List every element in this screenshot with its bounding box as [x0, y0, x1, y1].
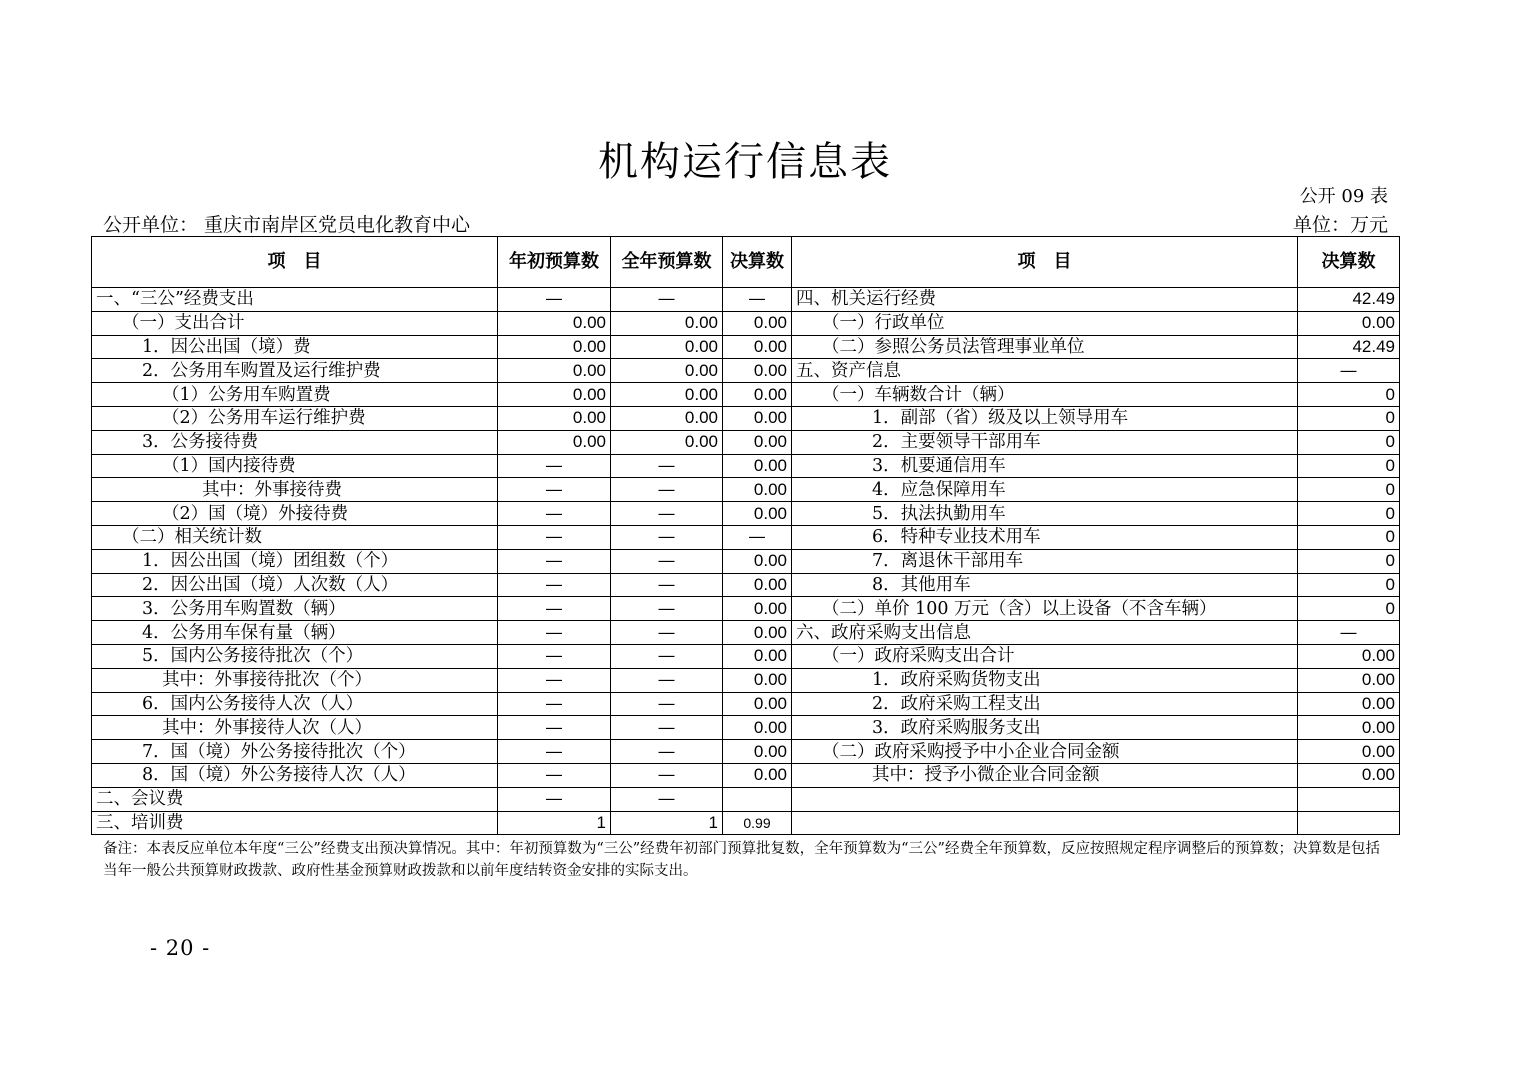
info-table — [91, 236, 1400, 835]
table-row — [92, 383, 1400, 407]
table-row — [92, 787, 1400, 811]
right-row-label: 2．政府采购工程支出 — [792, 692, 1298, 716]
reporting-unit: 公开单位： 重庆市南岸区党员电化教育中心 — [103, 214, 471, 236]
final-value: 0.00 — [723, 335, 792, 359]
row-label: （1）国内接待费 — [92, 454, 498, 478]
full-budget-value: 0.00 — [611, 335, 723, 359]
initial-budget-value: 0.00 — [498, 359, 611, 383]
table-row — [92, 430, 1400, 454]
final-value: — — [723, 525, 792, 549]
right-row-label: 1．政府采购货物支出 — [792, 668, 1298, 692]
initial-budget-value: — — [498, 454, 611, 478]
final-value: 0.00 — [723, 454, 792, 478]
table-row — [92, 716, 1400, 740]
right-row-label: 8．其他用车 — [792, 573, 1298, 597]
initial-budget-value: — — [498, 621, 611, 645]
full-budget-value: — — [611, 525, 723, 549]
table-row — [92, 549, 1400, 573]
row-label: 二、会议费 — [92, 787, 498, 811]
initial-budget-value: — — [498, 573, 611, 597]
final-value — [723, 787, 792, 811]
row-label: 7．国（境）外公务接待批次（个） — [92, 740, 498, 764]
header-final-right: 决算数 — [1298, 237, 1400, 288]
table-row — [92, 573, 1400, 597]
final-value: 0.99 — [723, 811, 792, 835]
right-row-label — [792, 787, 1298, 811]
full-budget-value: — — [611, 597, 723, 621]
final-value: 0.00 — [723, 597, 792, 621]
full-budget-value: 0.00 — [611, 430, 723, 454]
right-final-value — [1298, 811, 1400, 835]
row-label: 一、“三公”经费支出 — [92, 288, 498, 312]
right-row-label: 3．机要通信用车 — [792, 454, 1298, 478]
full-budget-value: — — [611, 621, 723, 645]
row-label: 2．公务用车购置及运行维护费 — [92, 359, 498, 383]
full-budget-value: — — [611, 787, 723, 811]
right-row-label: 其中：授予小微企业合同金额 — [792, 763, 1298, 787]
initial-budget-value: 1 — [498, 811, 611, 835]
table-row — [92, 525, 1400, 549]
full-budget-value: — — [611, 740, 723, 764]
initial-budget-value: — — [498, 668, 611, 692]
right-final-value: 0.00 — [1298, 740, 1400, 764]
full-budget-value: — — [611, 644, 723, 668]
table-row — [92, 668, 1400, 692]
full-budget-value: — — [611, 716, 723, 740]
initial-budget-value: — — [498, 288, 611, 312]
final-value: 0.00 — [723, 621, 792, 645]
full-budget-value: — — [611, 549, 723, 573]
right-row-label: 4．应急保障用车 — [792, 478, 1298, 502]
table-row — [92, 478, 1400, 502]
full-budget-value: 0.00 — [611, 359, 723, 383]
right-final-value: 0 — [1298, 430, 1400, 454]
right-row-label: （一）车辆数合计（辆） — [792, 383, 1298, 407]
full-budget-value: — — [611, 573, 723, 597]
right-final-value: 0.00 — [1298, 716, 1400, 740]
table-row — [92, 692, 1400, 716]
table-row — [92, 502, 1400, 526]
initial-budget-value: 0.00 — [498, 430, 611, 454]
full-budget-value: — — [611, 454, 723, 478]
right-final-value: 0.00 — [1298, 668, 1400, 692]
right-row-label: （二）政府采购授予中小企业合同金额 — [792, 740, 1298, 764]
initial-budget-value: — — [498, 502, 611, 526]
row-label: 其中：外事接待费 — [92, 478, 498, 502]
row-label: （2）国（境）外接待费 — [92, 502, 498, 526]
final-value: 0.00 — [723, 383, 792, 407]
row-label: 1．因公出国（境）团组数（个） — [92, 549, 498, 573]
row-label: （1）公务用车购置费 — [92, 383, 498, 407]
final-value: 0.00 — [723, 692, 792, 716]
right-row-label: 6．特种专业技术用车 — [792, 525, 1298, 549]
row-label: 4．公务用车保有量（辆） — [92, 621, 498, 645]
full-budget-value: 0.00 — [611, 383, 723, 407]
right-row-label: （二）参照公务员法管理事业单位 — [792, 335, 1298, 359]
form-number: 公开 09 表 — [1299, 186, 1388, 207]
right-final-value — [1298, 787, 1400, 811]
final-value: 0.00 — [723, 311, 792, 335]
row-label: （2）公务用车运行维护费 — [92, 406, 498, 430]
table-row — [92, 621, 1400, 645]
header-item: 项 目 — [92, 237, 498, 288]
row-label: 其中：外事接待批次（个） — [92, 668, 498, 692]
table-row — [92, 811, 1400, 835]
row-label: （一）支出合计 — [92, 311, 498, 335]
right-row-label: 3．政府采购服务支出 — [792, 716, 1298, 740]
right-final-value: 0 — [1298, 525, 1400, 549]
full-budget-value: — — [611, 478, 723, 502]
final-value: 0.00 — [723, 763, 792, 787]
table-row — [92, 359, 1400, 383]
initial-budget-value: — — [498, 716, 611, 740]
row-label: 其中：外事接待人次（人） — [92, 716, 498, 740]
right-final-value: 0 — [1298, 502, 1400, 526]
final-value: 0.00 — [723, 573, 792, 597]
right-row-label: 2．主要领导干部用车 — [792, 430, 1298, 454]
right-final-value: 0.00 — [1298, 763, 1400, 787]
full-budget-value: — — [611, 502, 723, 526]
right-final-value: 0 — [1298, 454, 1400, 478]
right-row-label: 五、资产信息 — [792, 359, 1298, 383]
right-final-value: 0.00 — [1298, 692, 1400, 716]
initial-budget-value: 0.00 — [498, 383, 611, 407]
initial-budget-value: — — [498, 525, 611, 549]
header-item-right: 项 目 — [792, 237, 1298, 288]
right-row-label: 1．副部（省）级及以上领导用车 — [792, 406, 1298, 430]
footnote: 备注：本表反应单位本年度“三公”经费支出预决算情况。其中：年初预算数为“三公”经费年初部门预算批复数，全年预算数为“三公”经费全年预算数，反应按照规定程序调整后的预算数；决算数是包括当年一般公共预算财政拨款、政府性基金预算财政拨款和以前年度结转资金安排的实际支出。 — [103, 841, 1380, 879]
full-budget-value: 1 — [611, 811, 723, 835]
final-value: 0.00 — [723, 502, 792, 526]
right-final-value: 0 — [1298, 597, 1400, 621]
right-row-label: 六、政府采购支出信息 — [792, 621, 1298, 645]
initial-budget-value: — — [498, 644, 611, 668]
initial-budget-value: — — [498, 787, 611, 811]
final-value: 0.00 — [723, 740, 792, 764]
page-title: 机构运行信息表 — [598, 139, 892, 185]
final-value: — — [723, 288, 792, 312]
table-row — [92, 288, 1400, 312]
table-row — [92, 311, 1400, 335]
table-row — [92, 740, 1400, 764]
initial-budget-value: 0.00 — [498, 335, 611, 359]
header-full-budget: 全年预算数 — [611, 237, 723, 288]
right-final-value: 42.49 — [1298, 335, 1400, 359]
right-final-value: 0 — [1298, 383, 1400, 407]
table-row — [92, 335, 1400, 359]
table-row — [92, 597, 1400, 621]
row-label: 6．国内公务接待人次（人） — [92, 692, 498, 716]
full-budget-value: — — [611, 692, 723, 716]
initial-budget-value: — — [498, 478, 611, 502]
right-final-value: — — [1298, 621, 1400, 645]
final-value: 0.00 — [723, 430, 792, 454]
full-budget-value: 0.00 — [611, 406, 723, 430]
initial-budget-value: 0.00 — [498, 406, 611, 430]
final-value: 0.00 — [723, 549, 792, 573]
full-budget-value: 0.00 — [611, 311, 723, 335]
final-value: 0.00 — [723, 478, 792, 502]
right-final-value: 0.00 — [1298, 311, 1400, 335]
final-value: 0.00 — [723, 406, 792, 430]
currency-unit: 单位：万元 — [1292, 214, 1388, 236]
row-label: 8．国（境）外公务接待人次（人） — [92, 763, 498, 787]
table-row — [92, 763, 1400, 787]
right-row-label: 7．离退休干部用车 — [792, 549, 1298, 573]
table-row — [92, 644, 1400, 668]
right-final-value: 0 — [1298, 573, 1400, 597]
initial-budget-value: — — [498, 763, 611, 787]
row-label: 5．国内公务接待批次（个） — [92, 644, 498, 668]
final-value: 0.00 — [723, 716, 792, 740]
final-value: 0.00 — [723, 644, 792, 668]
table-header-row — [92, 237, 1400, 288]
full-budget-value: — — [611, 288, 723, 312]
right-row-label: （二）单价 100 万元（含）以上设备（不含车辆） — [792, 597, 1298, 621]
table-row — [92, 406, 1400, 430]
full-budget-value: — — [611, 763, 723, 787]
row-label: 2．因公出国（境）人次数（人） — [92, 573, 498, 597]
right-final-value: 0 — [1298, 406, 1400, 430]
right-row-label: （一）政府采购支出合计 — [792, 644, 1298, 668]
right-row-label: 四、机关运行经费 — [792, 288, 1298, 312]
header-initial-budget: 年初预算数 — [498, 237, 611, 288]
row-label: 3．公务用车购置数（辆） — [92, 597, 498, 621]
right-final-value: 0 — [1298, 549, 1400, 573]
initial-budget-value: — — [498, 549, 611, 573]
page-number: - 20 - — [150, 936, 211, 960]
right-final-value: 0.00 — [1298, 644, 1400, 668]
right-final-value: 42.49 — [1298, 288, 1400, 312]
final-value: 0.00 — [723, 668, 792, 692]
initial-budget-value: 0.00 — [498, 311, 611, 335]
right-final-value: — — [1298, 359, 1400, 383]
right-row-label: （一）行政单位 — [792, 311, 1298, 335]
initial-budget-value: — — [498, 597, 611, 621]
initial-budget-value: — — [498, 692, 611, 716]
table-row — [92, 454, 1400, 478]
full-budget-value: — — [611, 668, 723, 692]
right-row-label: 5．执法执勤用车 — [792, 502, 1298, 526]
header-final: 决算数 — [723, 237, 792, 288]
final-value: 0.00 — [723, 359, 792, 383]
initial-budget-value: — — [498, 740, 611, 764]
row-label: （二）相关统计数 — [92, 525, 498, 549]
row-label: 1．因公出国（境）费 — [92, 335, 498, 359]
right-row-label — [792, 811, 1298, 835]
row-label: 3．公务接待费 — [92, 430, 498, 454]
row-label: 三、培训费 — [92, 811, 498, 835]
right-final-value: 0 — [1298, 478, 1400, 502]
